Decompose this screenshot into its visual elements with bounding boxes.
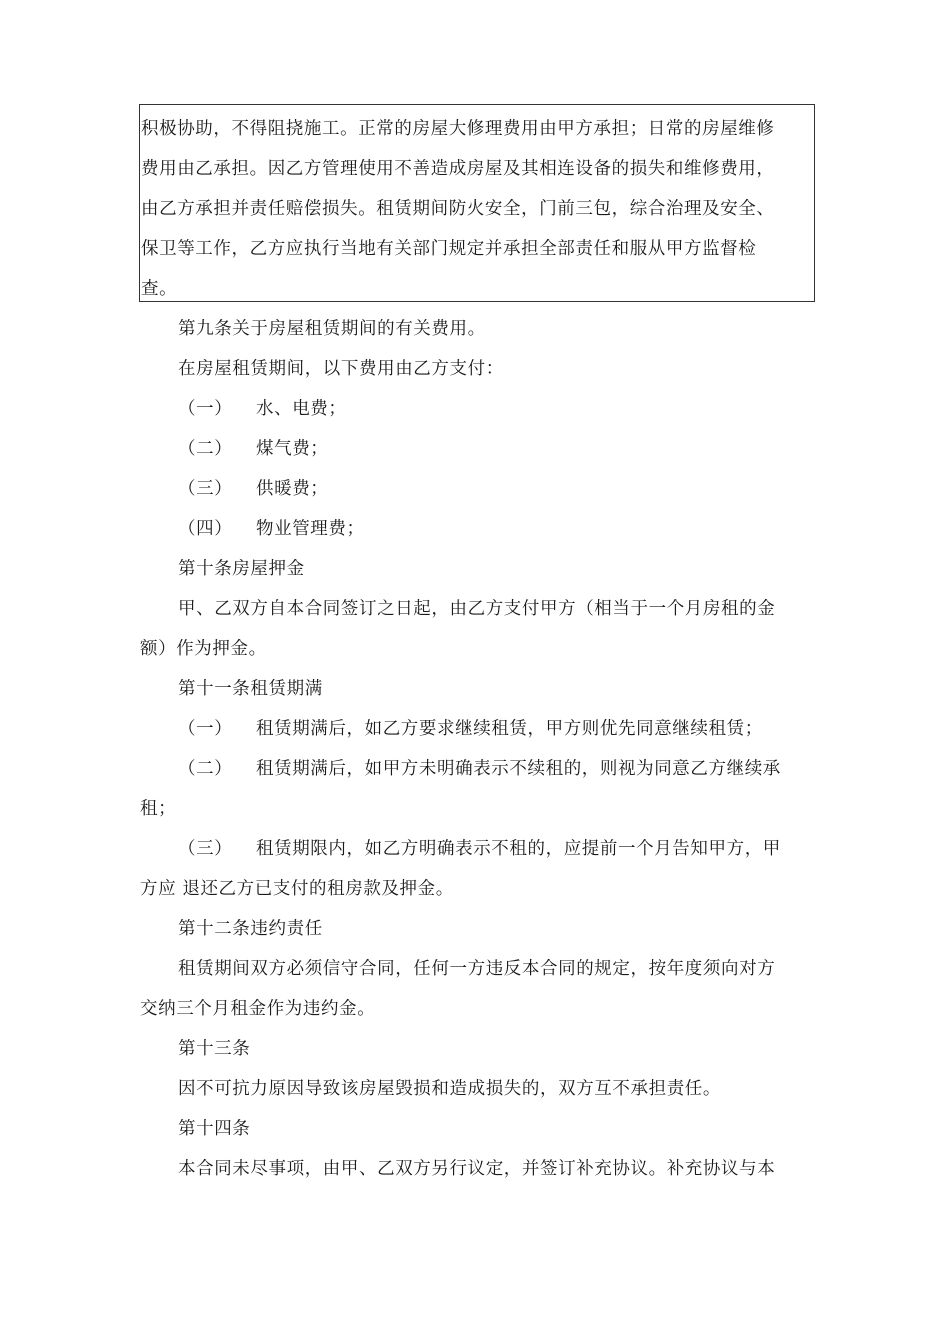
boxed-line: 积极协助，不得阻挠施工。正常的房屋大修理费用由甲方承担；日常的房屋维修 — [141, 119, 775, 139]
article13-heading: 第十三条 — [178, 1039, 251, 1059]
article10-heading: 第十条房屋押金 — [178, 559, 305, 579]
list-marker: （一） — [178, 399, 233, 419]
list-marker: （三） — [178, 839, 233, 859]
article10-line: 甲、乙双方自本合同签订之日起，由乙方支付甲方（相当于一个月房租的金 — [178, 599, 776, 619]
list-item — [140, 469, 820, 509]
article12-line: 租赁期间双方必须信守合同，任何一方违反本合同的规定，按年度须向对方 — [178, 959, 776, 979]
list-text: 煤气费； — [256, 439, 329, 459]
article14-text: 本合同未尽事项，由甲、乙双方另行议定，并签订补充协议。补充协议与本 — [178, 1159, 776, 1179]
list-text: 供暖费； — [256, 479, 329, 499]
list-item — [140, 429, 820, 469]
list-item — [140, 829, 820, 869]
article11-heading: 第十一条租赁期满 — [178, 679, 323, 699]
list-text: 租赁期满后，如乙方要求继续租赁，甲方则优先同意继续租赁； — [256, 719, 763, 739]
article9-intro: 在房屋租赁期间，以下费用由乙方支付： — [178, 359, 504, 379]
boxed-line: 费用由乙承担。因乙方管理使用不善造成房屋及其相连设备的损失和维修费用， — [141, 159, 775, 179]
boxed-line: 保卫等工作，乙方应执行当地有关部门规定并承担全部责任和服从甲方监督检 — [141, 239, 757, 259]
list-marker: （一） — [178, 719, 233, 739]
list-marker: （三） — [178, 479, 233, 499]
article9-heading: 第九条关于房屋租赁期间的有关费用。 — [178, 319, 486, 339]
article12-line: 交纳三个月租金作为违约金。 — [140, 999, 376, 1019]
list-marker: （二） — [178, 439, 233, 459]
article14-heading: 第十四条 — [178, 1119, 251, 1139]
list-item — [140, 749, 820, 789]
list-item-continuation: 租； — [140, 799, 177, 819]
article13-text: 因不可抗力原因导致该房屋毁损和造成损失的，双方互不承担责任。 — [178, 1079, 721, 1099]
article12-heading: 第十二条违约责任 — [178, 919, 323, 939]
list-text: 水、电费； — [256, 399, 347, 419]
boxed-line: 由乙方承担并责任赔偿损失。租赁期间防火安全，门前三包，综合治理及安全、 — [141, 199, 775, 219]
list-text: 物业管理费； — [256, 519, 365, 539]
article10-line: 额）作为押金。 — [140, 639, 267, 659]
list-text: 租赁期限内，如乙方明确表示不租的，应提前一个月告知甲方，甲 — [256, 839, 781, 859]
list-marker: （四） — [178, 519, 233, 539]
list-text: 租赁期满后，如甲方未明确表示不续租的，则视为同意乙方继续承 — [256, 759, 781, 779]
list-item — [140, 509, 820, 549]
boxed-paragraph — [139, 104, 815, 302]
list-item — [140, 389, 820, 429]
list-marker: （二） — [178, 759, 233, 779]
boxed-line: 查。 — [141, 279, 178, 299]
list-item — [140, 709, 820, 749]
list-item-continuation: 方应 退还乙方已支付的租房款及押金。 — [140, 879, 454, 899]
document-body — [140, 309, 820, 1189]
